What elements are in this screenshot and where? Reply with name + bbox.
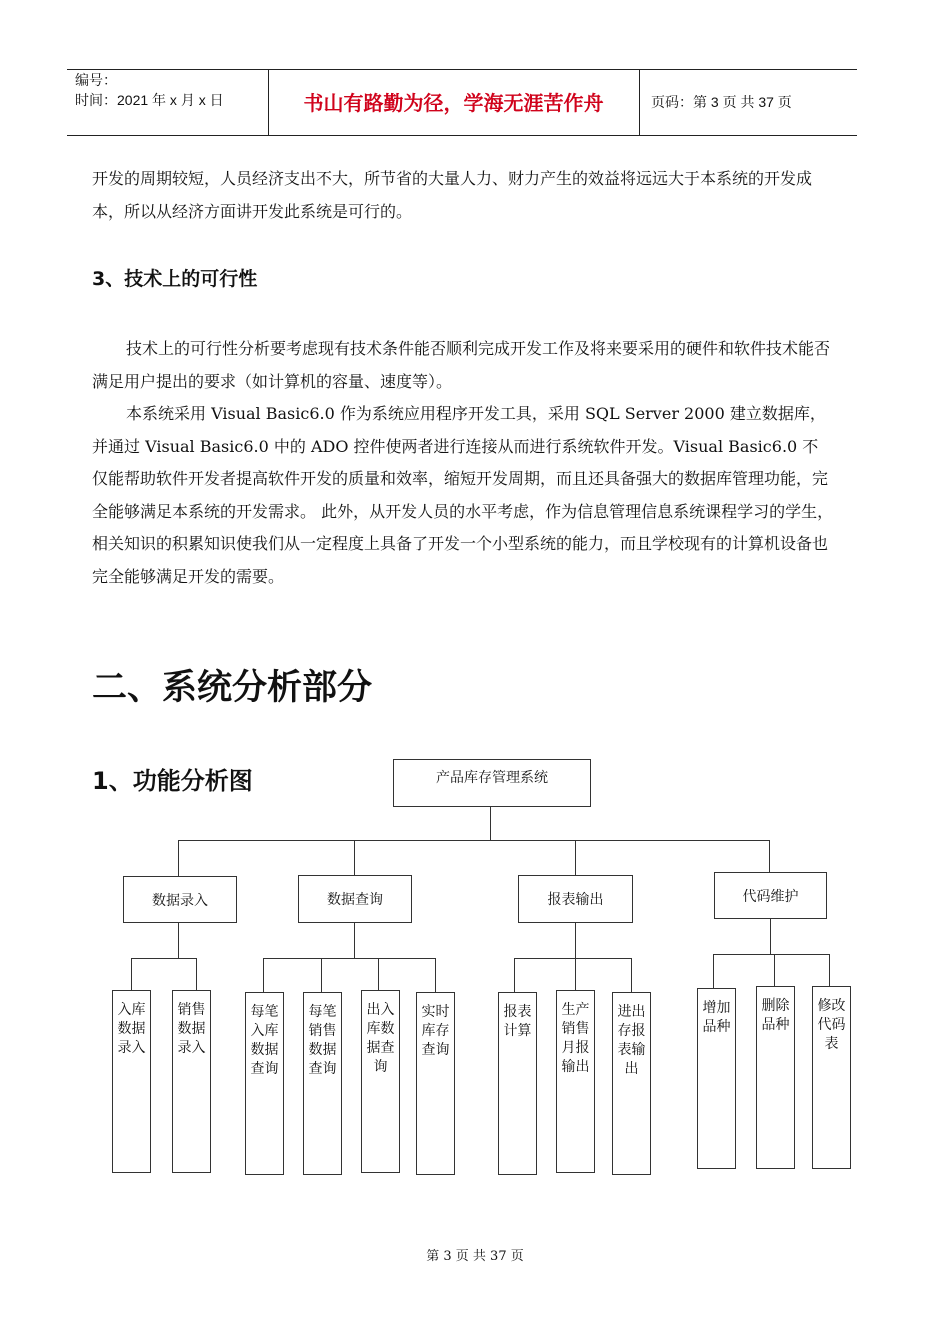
- paragraph-economic-conclusion: 开发的周期较短，人员经济支出不大，所节省的大量人力、财力产生的效益将远远大于本系统的开发成本，所以从经济方面讲开发此系统是可行的。: [92, 169, 813, 221]
- connector-line: [514, 958, 632, 959]
- leaf-label: 销售数据录入: [177, 1002, 206, 1056]
- leaf-label: 每笔入库数据查询: [250, 1004, 279, 1077]
- module-node: [518, 875, 633, 923]
- header-bottom-rule: [67, 135, 857, 136]
- connector-line: [263, 958, 436, 959]
- module-node: [298, 875, 412, 923]
- connector-line: [713, 954, 830, 955]
- subsection-title: 1、功能分析图: [92, 767, 253, 795]
- time-label: 时间：2021 年 x 月 x 日: [75, 92, 224, 108]
- module-node: [714, 872, 827, 919]
- paragraph-technical-analysis: 技术上的可行性分析要考虑现有技术条件能否顺利完成开发工作及将来要采用的硬件和软件技术能否满足用户提出的要求（如计算机的容量、速度等）。: [92, 339, 831, 391]
- header-divider: [639, 69, 640, 136]
- connector-line: [435, 958, 436, 993]
- leaf-label: 每笔销售数据查询: [308, 1004, 337, 1077]
- connector-line: [770, 918, 771, 954]
- leaf-node: [112, 990, 151, 1173]
- leaf-node: [612, 992, 651, 1175]
- connector-line: [131, 958, 196, 959]
- heading-technical-feasibility: 3、技术上的可行性: [92, 268, 258, 290]
- connector-line: [829, 954, 830, 987]
- connector-line: [514, 958, 515, 993]
- module-label: 数据录入: [152, 892, 208, 909]
- module-label: 代码维护: [742, 888, 799, 905]
- module-label: 报表输出: [547, 892, 604, 908]
- connector-line: [631, 958, 632, 993]
- header-meta: [75, 70, 224, 110]
- connector-line: [378, 958, 379, 991]
- leaf-node: [245, 992, 284, 1175]
- leaf-label: 生产销售月报输出: [561, 1002, 590, 1075]
- connector-line: [131, 958, 132, 990]
- leaf-label: 报表计算: [503, 1004, 532, 1039]
- diagram-root-label: 产品库存管理系统: [436, 770, 548, 786]
- leaf-node: [498, 992, 537, 1175]
- connector-line: [178, 840, 770, 841]
- leaf-node: [416, 992, 455, 1175]
- leaf-label: 增加品种: [702, 1000, 731, 1035]
- connector-line: [178, 922, 179, 958]
- connector-line: [321, 958, 322, 993]
- leaf-label: 入库数据录入: [117, 1002, 146, 1056]
- leaf-node: [556, 990, 595, 1173]
- connector-line: [774, 954, 775, 987]
- header-motto: 书山有路勤为径，学海无涯苦作舟: [303, 91, 604, 115]
- header-page-number: 页码：第 3 页 共 37 页: [651, 94, 792, 110]
- leaf-label: 修改代码表: [817, 998, 846, 1052]
- leaf-node: [756, 986, 795, 1169]
- connector-line: [263, 958, 264, 993]
- connector-line: [354, 840, 355, 876]
- connector-line: [769, 840, 770, 873]
- module-label: 数据查询: [327, 892, 383, 908]
- paragraph-technical-detail: 本系统采用 Visual Basic6.0 作为系统应用程序开发工具，采用 SQL Server 2000 建立数据库，并通过 Visual Basic6.0 中的 ADO 控件使两者进行连接从而进行系统软件开发。Visual Basic6.0 不仅能帮助软件开发者提高软件开发的质量和效率，缩短开发周期，而且还具备强大的数据库管理功能，完全能够满足本系统的开发需求。 此外，从开发人员的水平考虑，作为信息管理信息系统课程学习的学生，相关知识的积累知识使我们从一定程度上具备了开发一个小型系统的能力，而且学校现有的计算机设备也完全能够满足开发的需要。: [92, 404, 834, 586]
- connector-line: [178, 840, 179, 877]
- serial-number-label: 编号：: [75, 72, 117, 88]
- section-title: 二、系统分析部分: [92, 668, 373, 708]
- module-node: [123, 876, 237, 923]
- connector-line: [575, 922, 576, 959]
- leaf-node: [812, 986, 851, 1169]
- connector-line: [354, 922, 355, 959]
- page-footer: 第 3 页 共 37 页: [426, 1249, 524, 1264]
- connector-line: [575, 840, 576, 876]
- diagram-root-node: [393, 759, 591, 807]
- connector-line: [196, 958, 197, 991]
- connector-line: [490, 806, 491, 841]
- leaf-label: 实时库存查询: [421, 1004, 450, 1058]
- leaf-node: [303, 992, 342, 1175]
- leaf-label: 进出存报表输出: [617, 1004, 646, 1077]
- leaf-node: [697, 988, 736, 1169]
- leaf-node: [361, 990, 400, 1173]
- leaf-label: 出入库数据查询: [366, 1002, 395, 1075]
- leaf-label: 删除品种: [761, 998, 790, 1033]
- connector-line: [713, 954, 714, 989]
- leaf-node: [172, 990, 211, 1173]
- connector-line: [575, 958, 576, 991]
